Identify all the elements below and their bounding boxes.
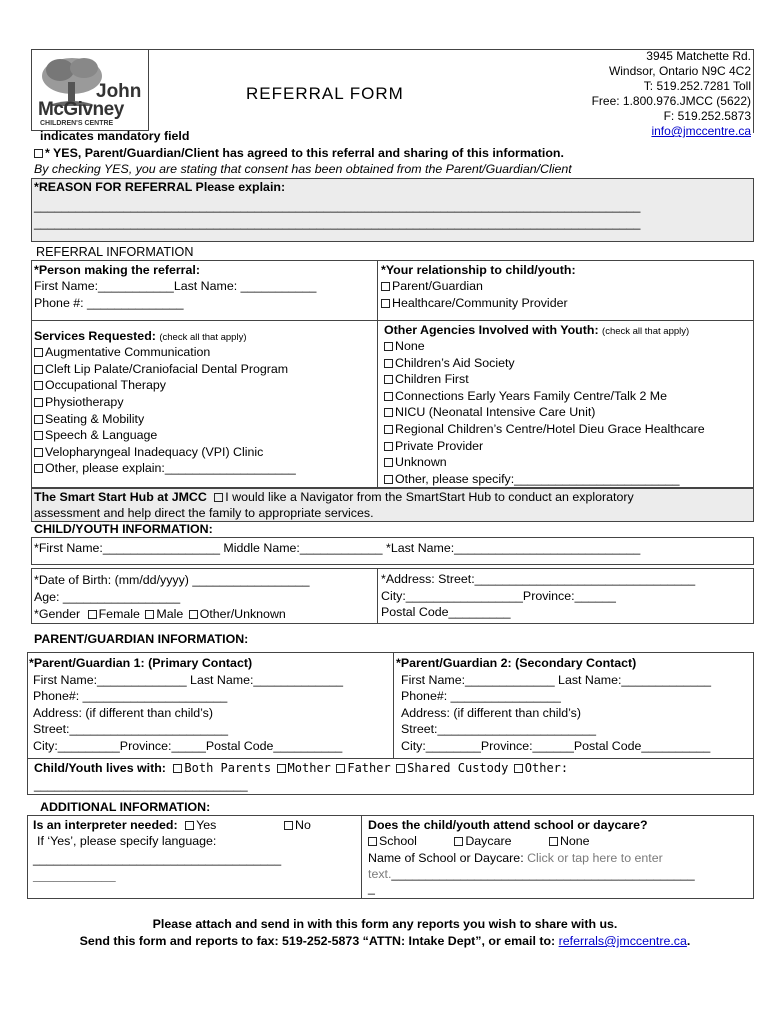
option-label: Healthcare/Community Provider (392, 296, 568, 310)
option-label: Private Provider (395, 439, 484, 453)
service-option[interactable] (34, 411, 144, 428)
reason-line[interactable]: ________________________________________________________________________________________ (34, 216, 641, 230)
parent-divider (393, 652, 394, 759)
school-option: None (559, 834, 590, 848)
logo-text-2: McGivney (38, 99, 124, 120)
agencies-hint: (check all that apply) (602, 326, 690, 337)
service-option[interactable] (34, 361, 288, 378)
language-field[interactable]: ____________________________________ (33, 852, 282, 866)
agency-option[interactable] (384, 388, 667, 405)
service-option[interactable] (34, 427, 157, 444)
checkbox[interactable] (34, 431, 43, 440)
child-postal-field[interactable]: Postal Code_________ (381, 605, 511, 619)
agency-option[interactable] (384, 404, 595, 421)
person-label: *Person making the referral: (34, 263, 200, 277)
service-option[interactable] (34, 394, 124, 411)
checkbox[interactable] (277, 764, 286, 773)
school-line: ____________________________________________ (391, 867, 695, 881)
gender-label: *Gender (34, 607, 81, 621)
smart-start-checkbox[interactable] (214, 493, 223, 502)
option-label: Other, please specify:________________________ (395, 472, 680, 486)
checkbox[interactable] (173, 764, 182, 773)
option-label: Unknown (395, 455, 447, 469)
checkbox[interactable] (384, 375, 393, 384)
checkbox[interactable] (145, 610, 154, 619)
parent1-line[interactable]: City:_________Province:_____Postal Code__________ (33, 739, 343, 753)
agency-option[interactable] (384, 454, 447, 471)
agencies-label: Other Agencies Involved with Youth: (384, 323, 599, 337)
school-option: School (379, 834, 417, 848)
checkbox[interactable] (514, 764, 523, 773)
school-options-row (368, 833, 590, 850)
checkbox[interactable] (454, 837, 463, 846)
option-label: NICU (Neonatal Intensive Care Unit) (395, 405, 596, 419)
child-divider (377, 568, 378, 624)
checkbox[interactable] (396, 764, 405, 773)
logo (31, 49, 149, 131)
agency-option[interactable] (384, 421, 705, 438)
footer-period: . (686, 934, 691, 948)
parent2-line[interactable]: Street:_______________________ (401, 722, 596, 736)
school-label: Does the child/youth attend school or daycare? (368, 818, 648, 832)
referral-divider (377, 260, 378, 488)
reason-line[interactable]: ________________________________________________________________________________________ (34, 199, 641, 213)
checkbox[interactable] (381, 282, 390, 291)
interpreter-no-label: No (295, 818, 311, 832)
school-option: Daycare (465, 834, 512, 848)
lives-with-option: Other: (524, 761, 569, 775)
interpreter-yes-label: Yes (196, 818, 217, 832)
school-placeholder-text: text. (368, 867, 392, 881)
referral-heading: REFERRAL INFORMATION (36, 245, 194, 259)
parent2-line: Address: (if different than child’s) (401, 706, 581, 720)
option-label: Other, please explain:___________________ (45, 461, 296, 475)
smart-start-text-2: assessment and help direct the family to appropriate services. (34, 506, 374, 520)
child-names-field[interactable]: *First Name:_________________ Middle Name:____________ *Last Name:___________________________ (34, 541, 641, 555)
parent2-line[interactable]: Phone#: ________________ (401, 689, 561, 703)
agency-option[interactable] (384, 355, 515, 372)
service-option[interactable] (34, 344, 210, 361)
checkbox[interactable] (34, 398, 43, 407)
checkbox[interactable] (88, 610, 97, 619)
additional-heading: ADDITIONAL INFORMATION: (40, 800, 211, 814)
option-label: Augmentative Communication (45, 345, 211, 359)
child-city-field[interactable]: City:_________________Province:______ (381, 589, 616, 603)
option-label: Physiotherapy (45, 395, 124, 409)
option-label: Velopharyngeal Inadequacy (VPI) Clinic (45, 445, 264, 459)
lives-with-other-line[interactable]: _______________________________ (34, 778, 248, 792)
option-label: Cleft Lip Palate/Craniofacial Dental Program (45, 362, 289, 376)
gender-option: Male (156, 607, 184, 621)
lives-with-option: Shared Custody (407, 761, 509, 775)
footer-line-2: Send this form and reports to fax: 519-252-5873 “ATTN: Intake Dept”, or email to: (79, 934, 556, 948)
gender-row (34, 606, 286, 623)
form-title: REFERRAL FORM (246, 84, 404, 103)
address-line: Free: 1.800.976.JMCC (5622) (591, 94, 751, 108)
mandatory-note: indicates mandatory field (40, 129, 190, 143)
parent2-label: *Parent/Guardian 2: (Secondary Contact) (396, 656, 637, 670)
address-line: T: 519.252.7281 Toll (643, 79, 751, 93)
parent2-line[interactable]: First Name:_____________ Last Name:_____________ (401, 673, 711, 687)
agency-option[interactable] (384, 438, 483, 455)
option-label: Occupational Therapy (45, 378, 166, 392)
agency-option[interactable] (384, 338, 425, 355)
address-line: F: 519.252.5873 (663, 109, 751, 123)
lives-with-row (34, 760, 568, 777)
consent-checkbox[interactable] (34, 149, 43, 158)
interpreter-no-row (284, 817, 311, 834)
address-block (592, 49, 751, 139)
consent-row (34, 145, 564, 162)
school-name-label: Name of School or Daycare: (368, 851, 524, 865)
language-label: If ‘Yes’, please specify language: (37, 834, 217, 848)
option-label: Seating & Mobility (45, 412, 145, 426)
interpreter-yes-checkbox[interactable] (185, 821, 194, 830)
agencies-label-row (384, 322, 689, 341)
lives-with-label: Child/Youth lives with: (34, 761, 166, 775)
gender-option: Other/Unknown (199, 607, 286, 621)
checkbox[interactable] (381, 299, 390, 308)
checkbox[interactable] (384, 475, 393, 484)
checkbox[interactable] (549, 837, 558, 846)
checkbox[interactable] (384, 442, 393, 451)
language-field-2[interactable]: ____________ (33, 869, 116, 883)
checkbox[interactable] (189, 610, 198, 619)
child-address-field[interactable]: *Address: Street:________________________________ (381, 572, 696, 586)
service-option[interactable] (34, 444, 263, 461)
checkbox[interactable] (384, 425, 393, 434)
parent1-line[interactable]: First Name:_____________ Last Name:_____________ (33, 673, 343, 687)
age-field[interactable]: Age: _________________ (34, 590, 181, 604)
footer-line-1: Please attach and send in with this form any reports you wish to share with us. (152, 917, 618, 931)
checkbox[interactable] (384, 392, 393, 401)
checkbox[interactable] (384, 408, 393, 417)
logo-text-3: CHILDREN'S CENTRE (40, 120, 114, 127)
smart-start-label: The Smart Start Hub at JMCC (34, 490, 207, 504)
service-option[interactable] (34, 460, 296, 477)
lives-with-option: Both Parents (184, 761, 272, 775)
checkbox[interactable] (336, 764, 345, 773)
checkbox[interactable] (34, 348, 43, 357)
parent1-label: *Parent/Guardian 1: (Primary Contact) (29, 656, 253, 670)
person-name-field[interactable]: First Name:___________Last Name: ___________ (34, 279, 317, 293)
agency-option[interactable] (384, 471, 680, 488)
parent1-line: Address: (if different than child’s) (33, 706, 213, 720)
checkbox[interactable] (34, 381, 43, 390)
person-phone-field[interactable]: Phone #: ______________ (34, 296, 184, 310)
parent-heading: PARENT/GUARDIAN INFORMATION: (34, 632, 249, 646)
checkbox[interactable] (34, 448, 43, 457)
consent-note: By checking YES, you are stating that consent has been obtained from the Parent/Guardian/Client (34, 162, 572, 176)
interpreter-label: Is an interpreter needed: (33, 818, 178, 832)
option-label: Parent/Guardian (392, 279, 483, 293)
parent2-line[interactable]: City:________Province:______Postal Code__________ (401, 739, 711, 753)
school-text-row[interactable] (368, 866, 695, 883)
referral-separator (31, 320, 754, 321)
logo-text-1: John (96, 81, 142, 102)
additional-divider (361, 815, 362, 899)
address-line: 3945 Matchette Rd. (646, 49, 751, 63)
checkbox[interactable] (368, 837, 377, 846)
checkbox[interactable] (34, 415, 43, 424)
info-email-link[interactable]: info@jmccentre.ca (651, 124, 751, 138)
checkbox[interactable] (384, 359, 393, 368)
referral-email-link[interactable]: referrals@jmccentre.ca (558, 934, 687, 948)
lives-with-option: Mother (287, 761, 331, 775)
smart-start-text: I would like a Navigator from the SmartStart Hub to conduct an exploratory (225, 490, 634, 504)
consent-label: * YES, Parent/Guardian/Client has agreed to this referral and sharing of this information. (45, 146, 564, 160)
agency-option[interactable] (384, 371, 469, 388)
services-hint: (check all that apply) (159, 332, 247, 343)
interpreter-no-checkbox[interactable] (284, 821, 293, 830)
parent1-line[interactable]: Phone#: _____________________ (33, 689, 228, 703)
address-line: Windsor, Ontario N9C 4C2 (608, 64, 751, 78)
interpreter-row (33, 817, 216, 834)
checkbox[interactable] (384, 342, 393, 351)
services-label: Services Requested: (34, 329, 156, 343)
parent1-line[interactable]: Street:_______________________ (33, 722, 228, 736)
reason-label: *REASON FOR REFERRAL Please explain: (34, 180, 286, 194)
relationship-option[interactable] (381, 295, 568, 312)
relationship-option[interactable] (381, 278, 483, 295)
school-tail: _ (368, 881, 375, 895)
option-label: None (395, 339, 425, 353)
service-option[interactable] (34, 377, 166, 394)
option-label: Children’s Aid Society (395, 356, 515, 370)
school-name-row[interactable] (368, 850, 663, 867)
option-label: Children First (395, 372, 469, 386)
checkbox[interactable] (384, 458, 393, 467)
gender-option: Female (98, 607, 140, 621)
checkbox[interactable] (34, 464, 43, 473)
school-placeholder[interactable]: Click or tap here to enter (527, 851, 663, 865)
checkbox[interactable] (34, 365, 43, 374)
footer-line-2-row (0, 933, 770, 950)
relationship-label: *Your relationship to child/youth: (381, 263, 576, 277)
child-heading: CHILD/YOUTH INFORMATION: (34, 522, 213, 536)
option-label: Speech & Language (45, 428, 158, 442)
option-label: Connections Early Years Family Centre/Talk 2 Me (395, 389, 668, 403)
option-label: Regional Children’s Centre/Hotel Dieu Grace Healthcare (395, 422, 705, 436)
dob-field[interactable]: *Date of Birth: (mm/dd/yyyy) _________________ (34, 573, 310, 587)
lives-with-option: Father (347, 761, 391, 775)
smart-start-row (34, 489, 634, 506)
